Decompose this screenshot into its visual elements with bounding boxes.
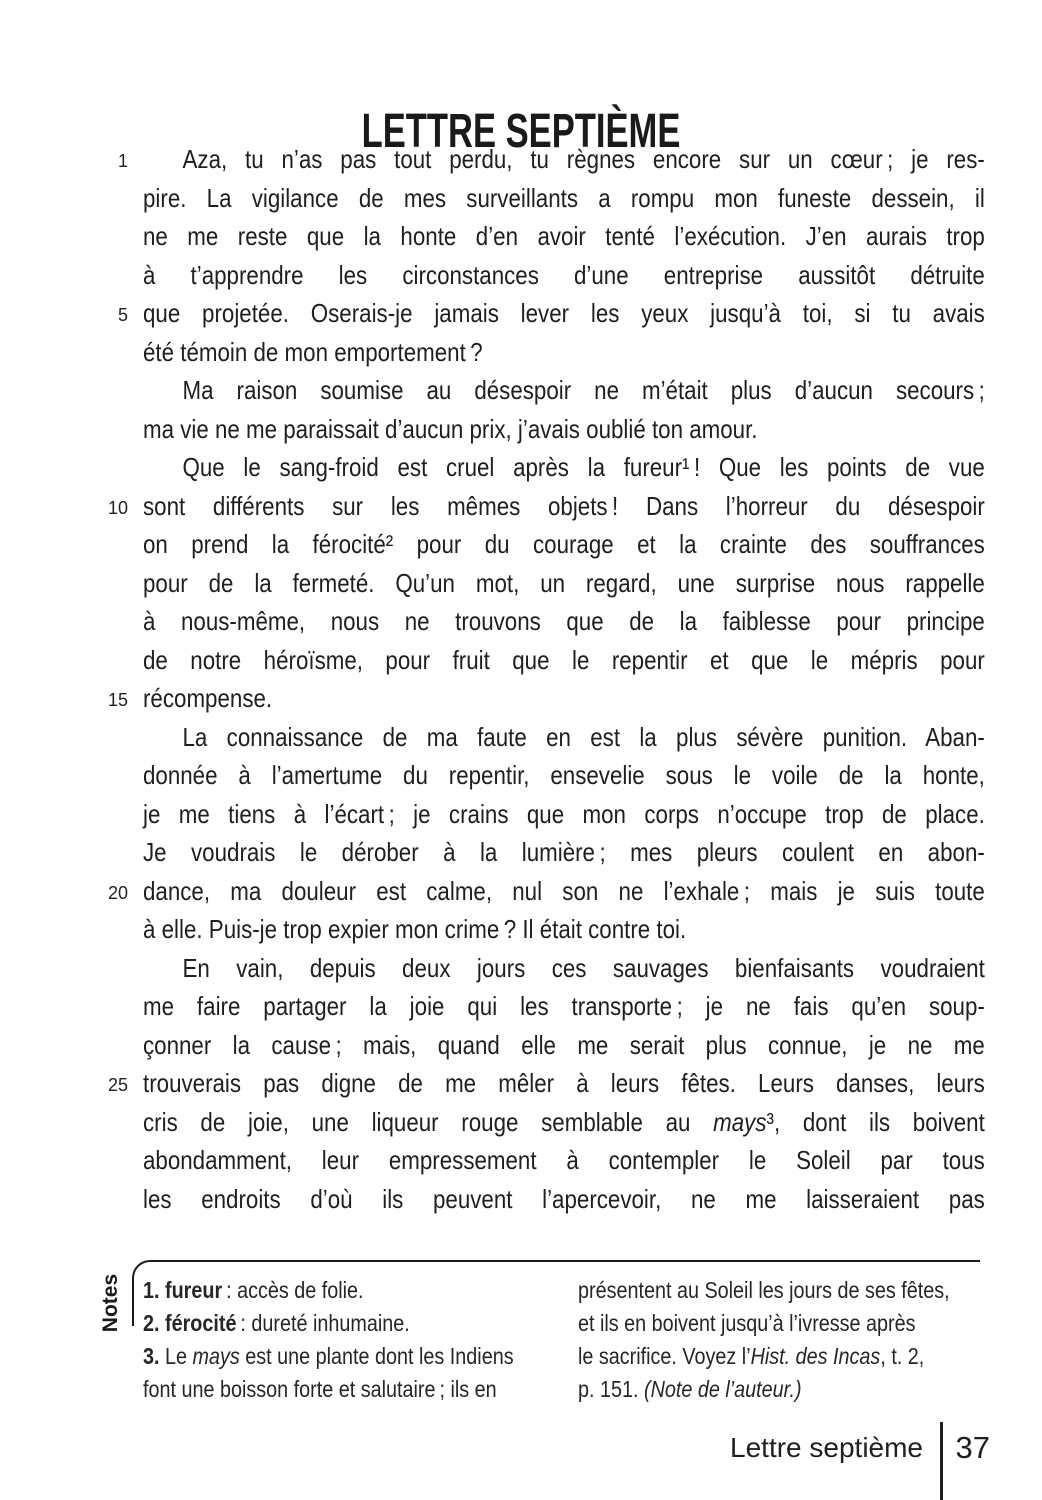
- footer-divider: [940, 1422, 943, 1500]
- body-line: donnée à l’amertume du repentir, ensevelie sous le voile de la honte,: [143, 760, 985, 790]
- footer-page-number: 37: [955, 1430, 990, 1465]
- notes-col-2: [578, 1274, 1008, 1406]
- notes-col-1: [143, 1274, 577, 1406]
- body-line: sont différents sur les mêmes objets ! Dans l’horreur du désespoir: [143, 490, 985, 521]
- line-number: 5: [117, 305, 128, 325]
- body-line: En vain, depuis deux jours ces sauvages bienfaisants voudraient: [182, 952, 985, 983]
- line-number: 25: [107, 1075, 128, 1095]
- body-line: abondamment, leur empressement à contempler le Soleil par tous: [143, 1145, 985, 1175]
- note-line: 3. Le mays est une plante dont les Indiens: [143, 1343, 514, 1369]
- page-title: LETTRE SEPTIÈME: [361, 105, 681, 159]
- body-line: Que le sang-froid est cruel après la fureur¹ ! Que les points de vue: [182, 452, 985, 482]
- notes-section: [132, 1260, 980, 1420]
- line-number: 20: [107, 882, 128, 903]
- body-line: je me tiens à l’écart ; je crains que mon corps n’occupe trop de place.: [143, 798, 985, 829]
- body-line: pire. La vigilance de mes surveillants a rompu mon funeste dessein, il: [143, 182, 985, 213]
- body-line: à nous-même, nous ne trouvons que de la faiblesse pour principe: [143, 606, 985, 636]
- body-line: me faire partager la joie qui les transporte ; je ne fais qu’en soup-: [143, 991, 985, 1021]
- body-line: à t’apprendre les circonstances d’une entreprise aussitôt détruite: [143, 259, 985, 290]
- body-line: La connaissance de ma faute en est la plus sévère punition. Aban-: [182, 721, 985, 752]
- body-line: Aza, tu n’as pas tout perdu, tu règnes encore sur un cœur ; je res-: [182, 144, 985, 174]
- body-line: ma vie ne me paraissait d’aucun prix, j’avais oublié ton amour.: [143, 413, 758, 444]
- line-number: 1: [117, 151, 128, 171]
- notes-label: Notes: [99, 1273, 122, 1333]
- note-line: 2. férocité : dureté inhumaine.: [143, 1310, 410, 1336]
- body-line: à elle. Puis-je trop expier mon crime ? Il était contre toi.: [143, 914, 687, 944]
- body-line: les endroits d’où ils peuvent l’apercevoir, ne me laisseraient pas: [143, 1183, 985, 1214]
- note-line: le sacrifice. Voyez l’Hist. des Incas, t. 2,: [578, 1343, 925, 1369]
- body-lines: [143, 140, 985, 1218]
- body-line: que projetée. Oserais-je jamais lever les yeux jusqu’à toi, si tu avais: [143, 298, 985, 328]
- note-line: font une boisson forte et salutaire ; ils en: [143, 1376, 497, 1402]
- page-footer: [0, 1422, 1042, 1500]
- body-line: récompense.: [143, 683, 273, 713]
- line-number: 15: [107, 690, 128, 710]
- body-line: ne me reste que la honte d’en avoir tenté l’exécution. J’en aurais trop: [143, 221, 985, 251]
- body-line: trouverais pas digne de me mêler à leurs fêtes. Leurs danses, leurs: [143, 1068, 985, 1098]
- body-line: çonner la cause ; mais, quand elle me serait plus connue, je ne me: [143, 1029, 985, 1060]
- body-line: Je voudrais le dérober à la lumière ; mes pleurs coulent en abon-: [143, 837, 985, 867]
- body-line: pour de la fermeté. Qu’un mot, un regard, une surprise nous rappelle: [143, 567, 985, 598]
- body-line: de notre héroïsme, pour fruit que le repentir et que le mépris pour: [143, 644, 985, 675]
- line-number: 10: [107, 497, 128, 518]
- body-line: Ma raison soumise au désespoir ne m’était plus d’aucun secours ;: [182, 375, 985, 405]
- footer-section-title: Lettre septième: [730, 1432, 924, 1463]
- body-line: on prend la férocité² pour du courage et la crainte des souffrances: [143, 529, 985, 559]
- note-line: et ils en boivent jusqu’à l’ivresse après: [578, 1310, 916, 1336]
- body-line: été témoin de mon emportement ?: [143, 336, 483, 367]
- note-line: 1. fureur : accès de folie.: [143, 1277, 364, 1303]
- note-line: p. 151. (Note de l’auteur.): [578, 1376, 802, 1402]
- body-line: cris de joie, une liqueur rouge semblable au mays³, dont ils boivent: [143, 1106, 985, 1137]
- body-line: dance, ma douleur est calme, nul son ne l’exhale ; mais je suis toute: [143, 875, 985, 906]
- note-line: présentent au Soleil les jours de ses fêtes,: [578, 1277, 950, 1303]
